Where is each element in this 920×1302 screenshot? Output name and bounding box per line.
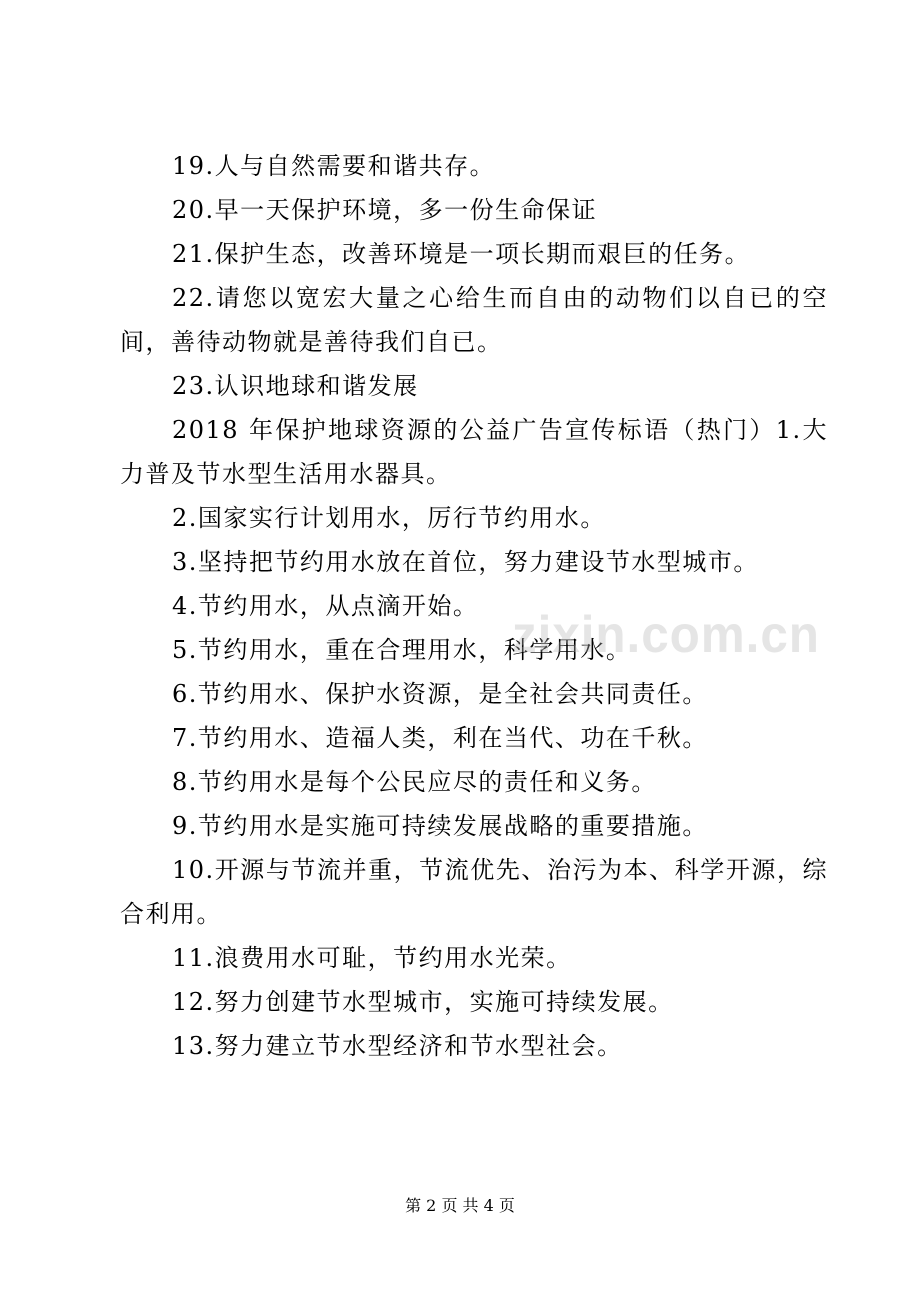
paragraph: 10.开源与节流并重，节流优先、治污为本、科学开源，综合利用。	[120, 856, 828, 928]
paragraph: 12.努力创建节水型城市，实施可持续发展。	[172, 988, 674, 1016]
page-footer: 第 2 页 共 4 页	[405, 1196, 515, 1215]
paragraph: 11.浪费用水可耻，节约用水光荣。	[172, 944, 572, 972]
paragraph: 2018 年保护地球资源的公益广告宣传标语（热门）1.大力普及节水型生活用水器具。	[120, 416, 828, 488]
paragraph: 7.节约用水、造福人类，利在当代、功在千秋。	[172, 724, 708, 752]
paragraph: 23.认识地球和谐发展	[172, 372, 419, 400]
paragraph: 6.节约用水、保护水资源，是全社会共同责任。	[172, 680, 708, 708]
paragraph: 19.人与自然需要和谐共存。	[172, 152, 496, 180]
paragraph: 3.坚持把节约用水放在首位，努力建设节水型城市。	[172, 548, 759, 576]
watermark: zixin.com.cn	[512, 606, 820, 664]
paragraph: 13.努力建立节水型经济和节水型社会。	[172, 1032, 623, 1060]
paragraph: 22.请您以宽宏大量之心给生而自由的动物们以自已的空间，善待动物就是善待我们自已。	[120, 284, 828, 356]
paragraph: 20.早一天保护环境，多一份生命保证	[172, 196, 598, 224]
paragraph: 4.节约用水，从点滴开始。	[172, 592, 479, 620]
paragraph: 9.节约用水是实施可持续发展战略的重要措施。	[172, 812, 708, 840]
paragraph: 21.保护生态，改善环境是一项长期而艰巨的任务。	[172, 240, 751, 268]
paragraph: 8.节约用水是每个公民应尽的责任和义务。	[172, 768, 657, 796]
paragraph: 2.国家实行计划用水，厉行节约用水。	[172, 504, 606, 532]
paragraph: 5.节约用水，重在合理用水，科学用水。	[172, 636, 632, 664]
